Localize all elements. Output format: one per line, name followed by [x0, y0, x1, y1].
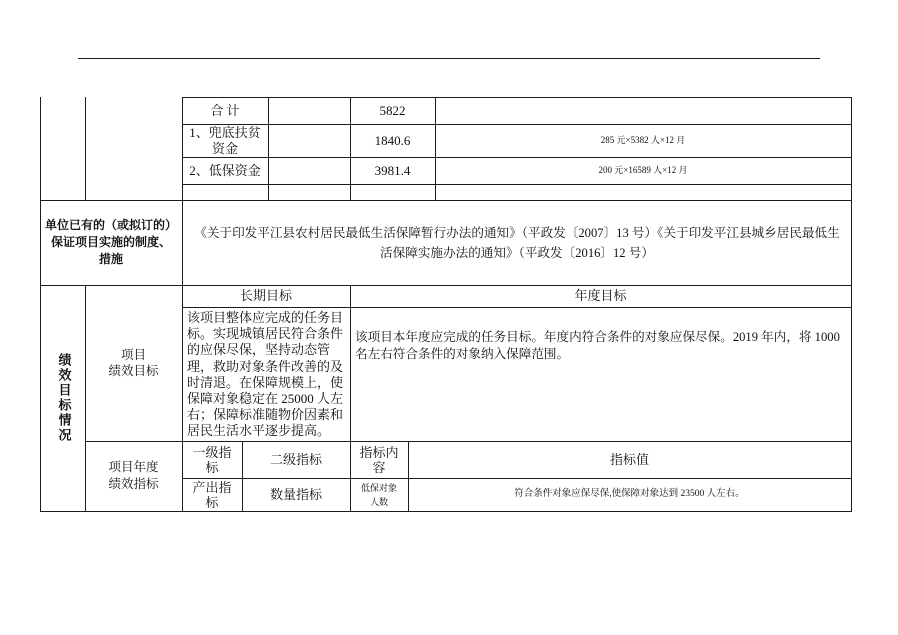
indicator-text: 低保对象人数 — [360, 482, 397, 507]
goals-label-line: 项目 — [120, 348, 146, 362]
indicators-label-line: 项目年度 — [108, 460, 159, 474]
budget-row-name: 合 计 — [210, 102, 240, 118]
budget-row-amount: 3981.4 — [374, 162, 411, 178]
indicator-text: 产出指标 — [192, 479, 232, 510]
performance-section-label-cell — [40, 285, 85, 511]
table-rule — [851, 97, 852, 512]
budget-row-2-amount — [350, 157, 435, 184]
long-term-header — [182, 285, 350, 307]
performance-section-label: 绩效目标情况 — [55, 353, 71, 443]
budget-total-name — [182, 97, 268, 124]
table-rule — [268, 97, 269, 200]
header-text: 指标值 — [609, 451, 649, 467]
budget-row-calculation: 200 元×16589 人×12 月 — [598, 165, 688, 175]
budget-row-1-calculation — [435, 124, 851, 157]
budget-row-amount: 1840.6 — [374, 132, 411, 148]
policy-text: 《关于印发平江县农村居民最低生活保障暂行办法的通知》（平政发〔2007〕13 号）《关于印发平江县城乡居民最低生活保障实施办法的通知》（平政发〔2016〕12 号） — [194, 225, 840, 260]
budget-row-amount: 5822 — [379, 102, 406, 118]
indicator-value — [408, 478, 851, 511]
budget-row-1-name — [182, 124, 268, 157]
budget-row-calculation: 285 元×5382 人×12 月 — [600, 135, 686, 145]
header-text: 二级指标 — [269, 451, 322, 467]
long-term-goal-text: 该项目整体应完成的任务目标。实现城镇居民符合条件的应保尽保，坚持动态管理，救助对象条件改善的及时清退。在保障规模上，使保障对象稳定在 25000 人左右；保障标准随物价因素和居民生活水平逐步提高。 — [187, 310, 344, 439]
policy-label-line: 单位已有的（或拟订的） — [44, 218, 177, 232]
indicators-label — [85, 441, 182, 511]
policy-label — [40, 200, 182, 285]
indicator-header-level1 — [182, 441, 242, 478]
indicator-content — [350, 478, 408, 511]
long-term-goal-cell — [182, 307, 350, 441]
budget-row-name: 2、低保资金 — [189, 162, 261, 178]
table-rule — [182, 184, 852, 185]
annual-goal-cell — [350, 307, 851, 441]
indicator-level2 — [242, 478, 350, 511]
budget-row-name: 1、兜底扶贫资金 — [189, 124, 261, 156]
policy-label-line: 保证项目实施的制度、 — [50, 235, 171, 249]
header-text: 指标内容 — [359, 444, 399, 475]
indicator-header-value — [408, 441, 851, 478]
indicator-text: 数量指标 — [269, 486, 322, 502]
budget-row-1-amount — [350, 124, 435, 157]
budget-row-2-calculation — [435, 157, 851, 184]
goals-label-line: 绩效目标 — [108, 364, 159, 378]
indicator-header-content — [350, 441, 408, 478]
table-rule — [40, 511, 852, 512]
policy-text-cell — [182, 200, 852, 285]
indicator-level1 — [182, 478, 242, 511]
table-rule — [85, 97, 86, 200]
indicator-text: 符合条件对象应保尽保,使保障对象达到 23500 人左右。 — [514, 489, 745, 499]
page-header-rule — [78, 58, 820, 59]
budget-total-amount — [350, 97, 435, 124]
long-term-header-text: 长期目标 — [239, 288, 292, 303]
budget-row-2-name — [182, 157, 268, 184]
goals-label — [85, 285, 182, 441]
table-rule — [182, 97, 852, 98]
annual-header-text: 年度目标 — [574, 288, 627, 303]
annual-header — [350, 285, 851, 307]
indicator-header-level2 — [242, 441, 350, 478]
indicators-label-line: 绩效指标 — [108, 477, 159, 491]
policy-label-line: 措施 — [98, 252, 123, 266]
annual-goal-text: 该项目本年度应完成的任务目标。年度内符合条件的对象应保尽保。2019 年内，将 1000 名左右符合条件的对象纳入保障范围。 — [355, 330, 840, 361]
header-text: 一级指标 — [192, 444, 232, 475]
